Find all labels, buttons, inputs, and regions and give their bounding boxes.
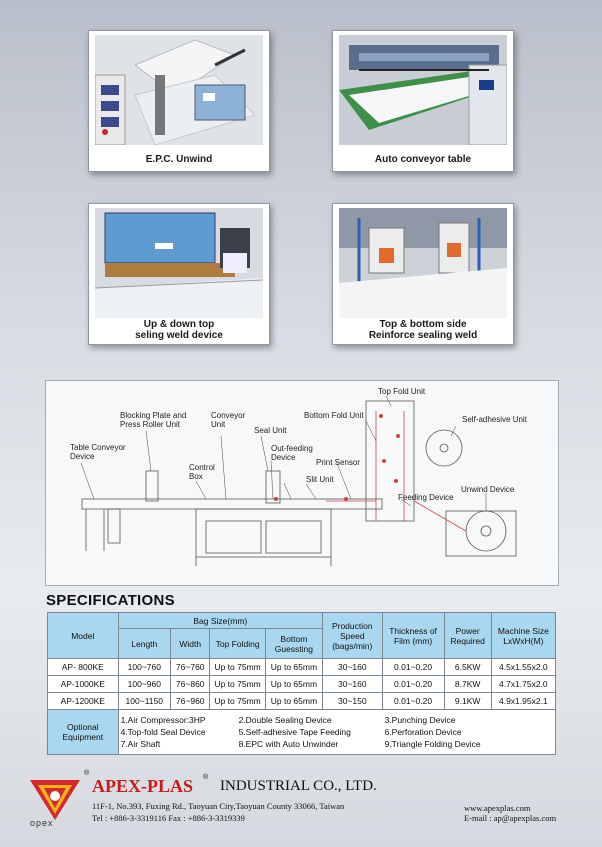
cell-speed: 30~160 (323, 659, 382, 676)
cell-machine-size: 4.7x1.75x2.0 (491, 676, 555, 693)
photo-up-down-top (95, 208, 263, 318)
label-seal-unit: Seal Unit (254, 426, 287, 435)
company-phone-fax: Tel : +886-3-3319116 Fax : +886-3-3319339 (92, 813, 245, 823)
optional-item: 1.Air Compressor:3HP (120, 715, 206, 725)
label-table-conveyor-device: Table Conveyor Device (70, 443, 126, 461)
cell-thickness: 0.01~0.20 (382, 676, 444, 693)
cell-width: 76~960 (170, 693, 209, 710)
header-length: Length (118, 629, 170, 659)
label-print-sensor: Print Sensor (316, 458, 361, 467)
header-power: Power Required (444, 613, 491, 659)
machine-diagram (45, 380, 559, 586)
optional-item: 5.Self-adhesive Tape Feeding (238, 727, 351, 737)
cell-thickness: 0.01~0.20 (382, 659, 444, 676)
photo-caption (333, 319, 513, 341)
header-model: Model (48, 613, 119, 659)
label-self-adhesive-unit: Self-adhesive Unit (462, 415, 527, 424)
photo-caption: E.P.C. Unwind (145, 154, 213, 165)
label-out-feeding-device: Out-feeding Device (271, 444, 313, 462)
photo-top-bottom-side (339, 208, 507, 318)
registered-mark-icon: ® (203, 774, 209, 781)
logo-wordmark: opex (30, 818, 54, 828)
cell-length: 100~1150 (118, 693, 170, 710)
company-website[interactable]: www.apexplas.com (464, 803, 531, 813)
specifications-title: SPECIFICATIONS (46, 592, 175, 609)
label-bottom-fold-unit: Bottom Fold Unit (304, 411, 364, 420)
cell-model: AP-1200KE (48, 693, 119, 710)
photo-card-top-bottom-side (332, 203, 514, 345)
cell-machine-size: 4.9x1.95x2.1 (491, 693, 555, 710)
cell-bottom-guessing: Up to 65mm (265, 676, 322, 693)
photo-epc-unwind (95, 35, 263, 145)
cell-bottom-guessing: Up to 65mm (265, 659, 322, 676)
cell-speed: 30~160 (323, 676, 382, 693)
cell-power: 9.1KW (444, 693, 491, 710)
cell-width: 76~760 (170, 659, 209, 676)
label-conveyor-unit: Conveyor Unit (211, 411, 246, 429)
header-width: Width (170, 629, 209, 659)
photo-caption-line-1: Up & down top (143, 319, 215, 330)
photo-card-auto-conveyor (332, 30, 514, 172)
cell-top-folding: Up to 75mm (210, 693, 265, 710)
cell-speed: 30~150 (323, 693, 382, 710)
photo-caption-line-2: Reinforce sealing weld (368, 330, 478, 341)
label-blocking-plate: Blocking Plate and Press Roller Unit (120, 411, 187, 429)
table-row (48, 693, 556, 710)
optional-item: 6.Perforation Device (384, 727, 462, 737)
table-row (48, 676, 556, 693)
company-email[interactable]: E-mail : ap@apexplas.com (464, 813, 557, 823)
optional-item: 4.Top-fold Seal Device (120, 727, 206, 737)
cell-top-folding: Up to 75mm (210, 659, 265, 676)
cell-width: 76~860 (170, 676, 209, 693)
cell-power: 8.7KW (444, 676, 491, 693)
label-control-box: Control Box (189, 463, 215, 481)
optional-equipment-row (48, 710, 556, 755)
cell-top-folding: Up to 75mm (210, 676, 265, 693)
photo-caption-line-2: seling weld device (135, 330, 223, 341)
photo-card-epc-unwind (88, 30, 270, 172)
optional-item: 9.Triangle Folding Device (384, 739, 481, 749)
optional-item: 3.Punching Device (384, 715, 456, 725)
brand-suffix: INDUSTRIAL CO., LTD. (220, 778, 377, 794)
photo-caption: Auto conveyor table (374, 154, 472, 165)
label-feeding-device: Feeding Device (398, 493, 454, 502)
cell-thickness: 0.01~0.20 (382, 693, 444, 710)
brand-name: APEX-PLAS (92, 776, 194, 796)
registered-mark-icon: ® (84, 770, 90, 777)
cell-model: AP-1000KE (48, 676, 119, 693)
photo-caption (89, 319, 269, 341)
header-machine-size: Machine Size LxWxH(M) (491, 613, 555, 659)
label-unwind-device: Unwind Device (461, 485, 515, 494)
cell-power: 6.5KW (444, 659, 491, 676)
optional-equipment-label: Optional Equipment (48, 710, 119, 755)
header-top-folding: Top Folding (210, 629, 265, 659)
header-production-speed: Production Speed (bags/min) (323, 613, 382, 659)
specifications-table (47, 612, 556, 755)
photo-caption-line-1: Top & bottom side (379, 319, 467, 330)
company-address: 11F-1, No.393, Fuxing Rd., Taoyuan City,Taoyuan County 33066, Taiwan (92, 801, 345, 811)
label-slit-unit: Slit Unit (306, 475, 334, 484)
label-top-fold-unit: Top Fold Unit (378, 387, 426, 396)
header-bag-size: Bag Size(mm) (118, 613, 323, 629)
cell-machine-size: 4.5x1.55x2.0 (491, 659, 555, 676)
header-bottom-guessing: Bottom Guessting (265, 629, 322, 659)
optional-item: 2.Double Sealing Device (238, 715, 332, 725)
cell-model: AP- 800KE (48, 659, 119, 676)
header-thickness: Thickness of Film (mm) (382, 613, 444, 659)
cell-length: 100~960 (118, 676, 170, 693)
optional-item: 8.EPC with Auto Unwinder (238, 739, 339, 749)
optional-item: 7.Air Shaft (120, 739, 161, 749)
optional-equipment-list (118, 710, 555, 755)
photo-card-up-down-top (88, 203, 270, 345)
table-row (48, 659, 556, 676)
cell-bottom-guessing: Up to 65mm (265, 693, 322, 710)
cell-length: 100~760 (118, 659, 170, 676)
photo-auto-conveyor (339, 35, 507, 145)
